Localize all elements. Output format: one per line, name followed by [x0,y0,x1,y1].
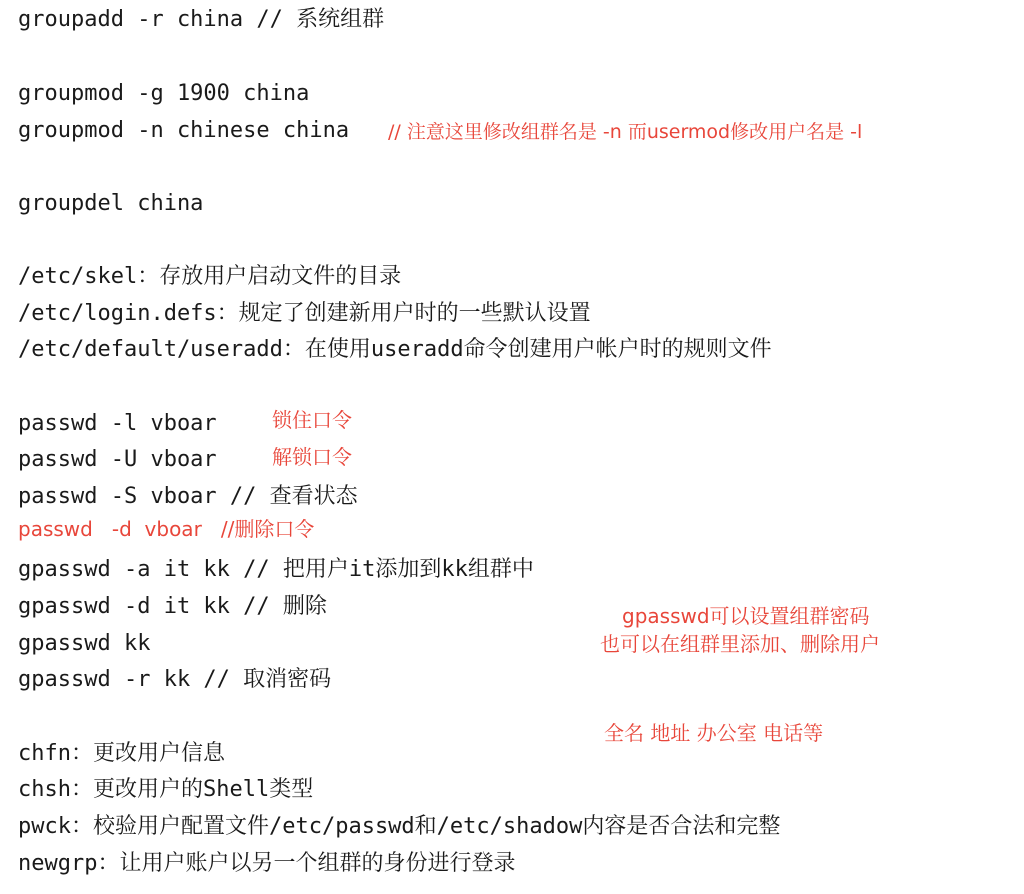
line-passwd-u: passwd -U vboar [18,447,217,472]
line-groupdel: groupdel china [18,191,204,216]
line-gpasswd-a: gpasswd -a it kk // 把用户it添加到kk组群中 [18,557,534,582]
line-groupmod-g: groupmod -g 1900 china [18,81,310,106]
line-login-defs: /etc/login.defs：规定了创建新用户时的一些默认设置 [18,301,591,326]
line-chfn: chfn：更改用户信息 [18,741,225,766]
note-lock: 锁住口令 [272,408,352,432]
line-pwck: pwck：校验用户配置文件/etc/passwd和/etc/shadow内容是否合法和完整 [18,814,781,839]
line-passwd-l: passwd -l vboar [18,411,217,436]
line-newgrp: newgrp：让用户账户以另一个组群的身份进行登录 [18,851,516,876]
line-etc-skel: /etc/skel：存放用户启动文件的目录 [18,264,402,289]
note-chfn: 全名 地址 办公室 电话等 [604,721,824,745]
note-gpasswd-2: 也可以在组群里添加、删除用户 [600,632,880,656]
line-default-useradd: /etc/default/useradd：在使用useradd命令创建用户帐户时的规则文件 [18,337,772,362]
note-gpasswd-1: gpasswd可以设置组群密码 [622,604,870,628]
line-groupadd: groupadd -r china // 系统组群 [18,7,385,32]
line-chsh: chsh：更改用户的Shell类型 [18,777,314,802]
line-passwd-s: passwd -S vboar // 查看状态 [18,484,358,509]
line-gpasswd-d: gpasswd -d it kk // 删除 [18,594,327,619]
note-groupmod-n: // 注意这里修改组群名是 -n 而usermod修改用户名是 -l [388,121,863,143]
line-groupmod-n: groupmod -n chinese china [18,118,350,143]
line-gpasswd: gpasswd kk [18,631,151,656]
line-passwd-d: passwd -d vboar //删除口令 [18,517,315,541]
note-unlock: 解锁口令 [272,445,352,469]
line-gpasswd-r: gpasswd -r kk // 取消密码 [18,667,332,692]
